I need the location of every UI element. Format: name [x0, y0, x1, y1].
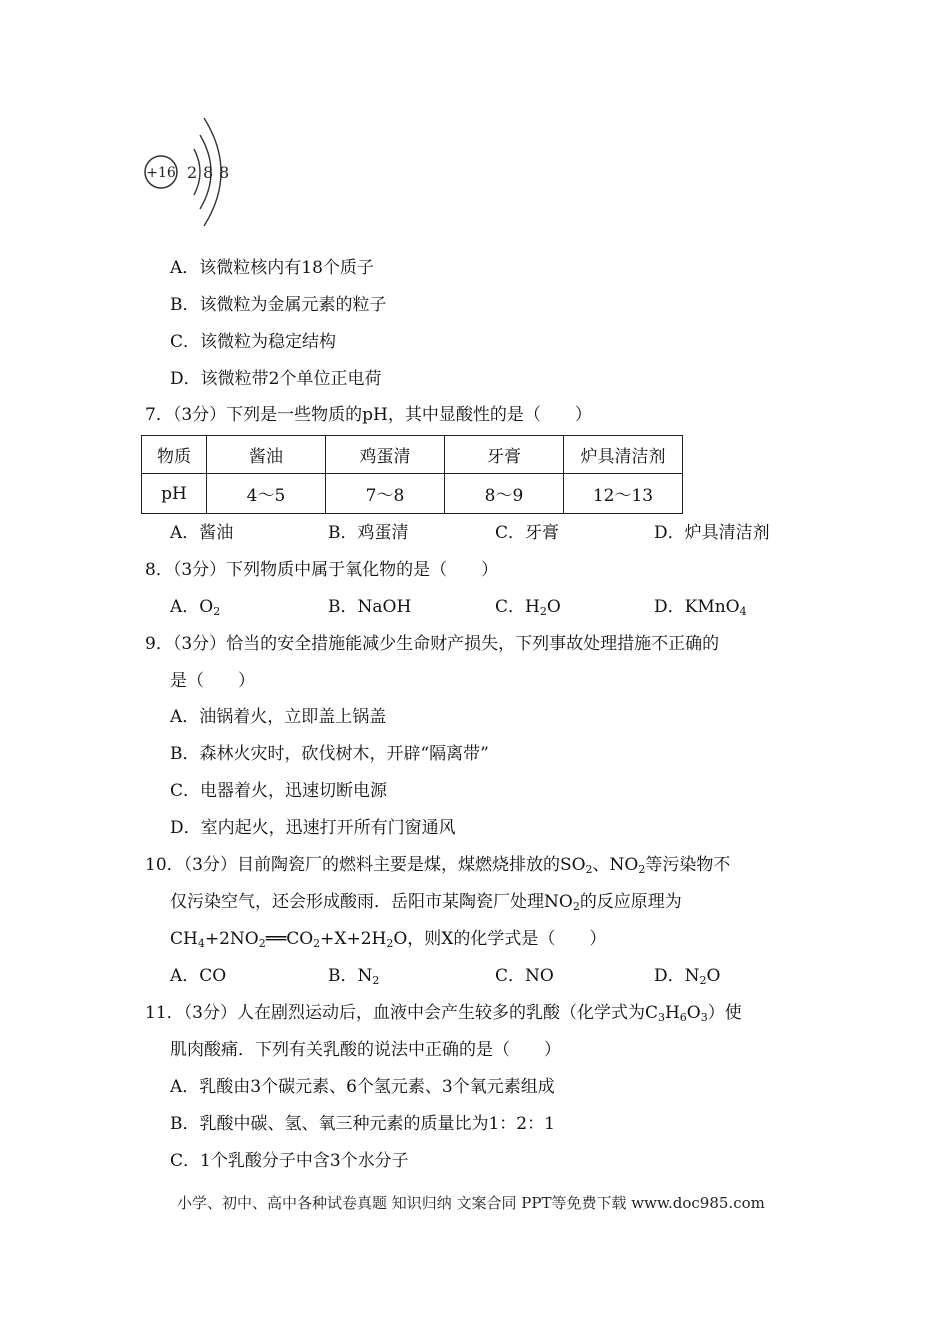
q7-option-b: B．鸡蛋清 — [328, 523, 409, 543]
ph-table-header-row — [142, 436, 683, 474]
shell-1-electrons: 2 — [187, 163, 198, 182]
table-cell: 鸡蛋清 — [326, 436, 445, 474]
table-cell: 炉具清洁剂 — [564, 436, 683, 474]
q7-option-a: A．酱油 — [170, 523, 234, 543]
q9-stem-line2: 是（ ） — [170, 671, 255, 691]
q9-option-c: C．电器着火，迅速切断电源 — [170, 781, 388, 801]
nucleus-charge: +16 — [146, 165, 176, 181]
q10-stem-line2: 仅污染空气，还会形成酸雨．岳阳市某陶瓷厂处理$NO_2$的反应原理为 — [170, 892, 682, 913]
ph-table-value-row — [142, 474, 683, 514]
q11-option-a: A．乳酸由3个碳元素、6个氢元素、3个氧元素组成 — [170, 1077, 555, 1097]
q9-stem-line1: 9．（3分）恰当的安全措施能减少生命财产损失，下列事故处理措施不正确的 — [145, 634, 720, 654]
table-cell: 7～8 — [326, 474, 445, 514]
atom-structure-diagram — [140, 115, 240, 227]
q8-option-b: B．NaOH — [328, 597, 412, 617]
q11-stem-line1: 11．（3分）人在剧烈运动后，血液中会产生较多的乳酸（化学式为$C_3H_6O_3$）使 — [145, 1003, 742, 1024]
q9-option-b: B．森林火灾时，砍伐树木，开辟“隔离带” — [170, 744, 489, 764]
q8-option-a: A．$O_2$ — [170, 597, 221, 618]
table-cell: 8～9 — [445, 474, 564, 514]
q11-option-b: B．乳酸中碳、氢、氧三种元素的质量比为1：2：1 — [170, 1114, 555, 1134]
q6-option-d: D．该微粒带2个单位正电荷 — [170, 369, 382, 389]
q6-option-c: C．该微粒为稳定结构 — [170, 332, 337, 352]
q10-option-b: B．$N_2$ — [328, 966, 380, 987]
table-cell: 物质 — [142, 436, 207, 474]
ph-table — [141, 435, 683, 514]
q10-option-a: A．CO — [170, 966, 227, 986]
shell-2-electrons: 8 — [203, 163, 214, 182]
q6-option-b: B．该微粒为金属元素的粒子 — [170, 295, 387, 315]
q9-option-d: D．室内起火，迅速打开所有门窗通风 — [170, 818, 456, 838]
q8-option-d: D．KMnO$_4$ — [654, 597, 747, 618]
q7-stem: 7．（3分）下列是一些物质的pH，其中显酸性的是（ ） — [145, 405, 592, 425]
table-cell: 酱油 — [207, 436, 326, 474]
q10-option-c: C．NO — [495, 966, 554, 986]
table-cell: 牙膏 — [445, 436, 564, 474]
q7-option-c: C．牙膏 — [495, 523, 560, 543]
q11-option-c: C．1个乳酸分子中含3个水分子 — [170, 1151, 409, 1171]
q10-stem-line1: 10．（3分）目前陶瓷厂的燃料主要是煤，煤燃烧排放的$SO_2$、$NO_2$等污染物不 — [145, 855, 731, 876]
table-cell: 4～5 — [207, 474, 326, 514]
q11-stem-line2: 肌肉酸痛．下列有关乳酸的说法中正确的是（ ） — [170, 1040, 561, 1060]
q7-option-d: D．炉具清洁剂 — [654, 523, 770, 543]
shell-3-electrons: 8 — [219, 163, 230, 182]
q6-option-a: A．该微粒核内有18个质子 — [170, 258, 374, 278]
q10-option-d: D．$N_2O$ — [654, 966, 721, 987]
q8-stem: 8．（3分）下列物质中属于氧化物的是（ ） — [145, 560, 499, 580]
page-footer: 小学、初中、高中各种试卷真题 知识归纳 文案合同 PPT等免费下载 www.doc985.com — [177, 1194, 765, 1212]
q8-option-c: C．$H_2O$ — [495, 597, 561, 618]
q9-option-a: A．油锅着火，立即盖上锅盖 — [170, 707, 387, 727]
table-cell: pH — [142, 474, 207, 514]
table-cell: 12～13 — [564, 474, 683, 514]
q10-equation-line: $CH_4+2NO_2══CO_2+X+2H_2O$，则X的化学式是（ ） — [170, 929, 607, 950]
